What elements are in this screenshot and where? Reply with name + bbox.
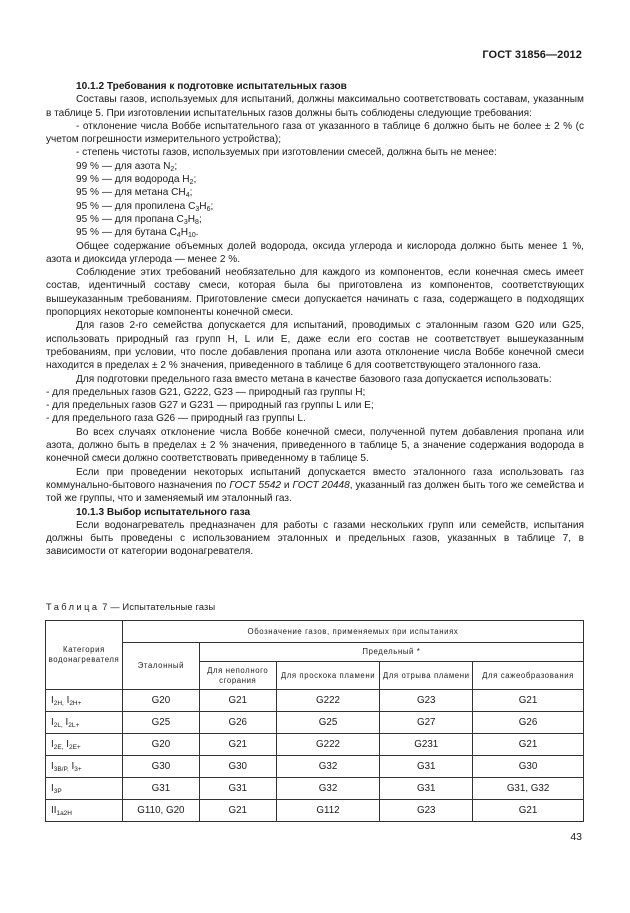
table-cell: G112 (276, 800, 380, 822)
category-cell: $I_{2H,}$ $I_{2H+}$ (46, 690, 123, 712)
table-cell: G32 (276, 756, 380, 778)
table-cell: G21 (199, 690, 276, 712)
table-row (46, 734, 584, 756)
list-item: - для предельных газов G27 и G231 — природный газ группы L или E; (46, 400, 374, 412)
paragraph: Для газов 2-го семейства допускается для испытаний, проводимых с эталонным газом G20 или G25, использовать природный газ групп H, L или E, даже если его состав не соответствует вышеуказанным требованиям, при условии, что после добавления пропана или азота отклонение числа Воббе конечной смеси находится в пределах ± 2 % значения, приведенного в таблице 6 для соответствующего эталонного газа. (46, 320, 584, 372)
table-cell: G231 (380, 734, 473, 756)
table-cell: G20 (122, 734, 199, 756)
table-cell: G25 (276, 712, 380, 734)
column-header-flashback: Для проскока пламени (276, 662, 380, 690)
table-cell: G222 (276, 690, 380, 712)
table-cell: G26 (199, 712, 276, 734)
paragraph: Для подготовки предельного газа вместо метана в качестве базового газа допускается использовать: (76, 373, 552, 385)
table-cell: G30 (199, 756, 276, 778)
section-1012-title: 10.1.2 Требования к подготовке испытательных газов (76, 81, 347, 92)
table-cell: G31 (199, 778, 276, 800)
table-cell: G23 (380, 690, 473, 712)
paragraph: Общее содержание объемных долей водорода, оксида углерода и кислорода должно быть менее 1 %, азота и диоксида углерода — менее 2 %. (46, 240, 584, 265)
table-cell: G30 (122, 756, 199, 778)
standard-reference: ГОСТ 20448 (292, 479, 350, 491)
table-cell: G21 (473, 800, 584, 822)
purity-item: 99 % — для водорода $H_2$; (76, 174, 197, 187)
table-cell: G21 (473, 734, 584, 756)
table-row (46, 756, 584, 778)
body-text (46, 80, 584, 559)
table-cell: G110, G20 (122, 800, 199, 822)
column-header-category: Категория водонагревателя (46, 621, 123, 690)
standard-reference: ГОСТ 5542 (229, 479, 281, 491)
paragraph: Соблюдение этих требований необязательно для каждого из компонентов, если конечная смесь имеет состав, идентичный составу смеси, которая была бы приготовлена из компонентов, соответствующих вышеуказанным требованиям. Приготовление смеси допускается начинать с газа, содержащего в подходящих пропорциях некоторые компоненты конечной смеси. (46, 267, 584, 319)
table-cell: G26 (473, 712, 584, 734)
category-cell: $I_{3P}$ (46, 778, 123, 800)
table-row (46, 712, 584, 734)
table-cell: G31 (380, 756, 473, 778)
table-cell: G21 (199, 800, 276, 822)
purity-item: 99 % — для азота $N_2$; (76, 160, 178, 173)
table-cell: G31, G32 (473, 778, 584, 800)
paragraph: - отклонение числа Воббе испытательного газа от указанного в таблице 6 должно быть не более ± 2 % (с учетом погрешности измерительного устройства); (46, 120, 584, 146)
purity-item: 95 % — для бутана $C_4H_{10}$. (76, 227, 199, 240)
table-cell: G21 (199, 734, 276, 756)
list-item: - для предельного газа G26 — природный газ группы L. (46, 413, 306, 425)
standard-header: ГОСТ 31856—2012 (482, 49, 582, 61)
table-cell: G31 (122, 778, 199, 800)
table-caption: Таблица 7 — Испытательные газы (46, 602, 216, 612)
purity-item: 95 % — для метана $CH_4$; (76, 187, 193, 200)
test-gases-table (45, 620, 584, 822)
table-cell: G32 (276, 778, 380, 800)
table-cell: G31 (380, 778, 473, 800)
paragraph: Во всех случаях отклонение числа Воббе конечной смеси, полученной путем добавления пропана или азота, должно быть в пределах ± 2 % значения, приведенного в таблице 5, а значение содержания водорода в конечной смеси должно соответствовать приведенному в таблице 5. (46, 426, 584, 465)
section-1013-title: 10.1.3 Выбор испытательного газа (76, 506, 251, 518)
page-number: 43 (570, 831, 582, 843)
paragraph: Составы газов, используемых для испытаний, должны максимально соответствовать составам, указанным в таблице 5. При изготовлении испытательных газов должны быть соблюдены следующие требования: (46, 94, 584, 119)
list-item: - для предельных газов G21, G222, G23 — природный газ группы H; (46, 386, 366, 398)
table-cell: G25 (122, 712, 199, 734)
table-row (46, 800, 584, 822)
table-row (46, 778, 584, 800)
category-cell: $I_{2E,}$ $I_{2E+}$ (46, 734, 123, 756)
column-header-sooting: Для сажеобразования (473, 662, 584, 690)
column-header-flame-lift: Для отрыва пламени (380, 662, 473, 690)
purity-item: 95 % — для пропана $C_3H_8$; (76, 213, 202, 226)
table-cell: G30 (473, 756, 584, 778)
purity-item: 95 % — для пропилена $C_3H_6$; (76, 200, 214, 213)
column-header-designation: Обозначение газов, применяемых при испытаниях (122, 621, 583, 643)
table-cell: G27 (380, 712, 473, 734)
table-cell: G222 (276, 734, 380, 756)
column-header-limit: Предельный * (199, 643, 583, 662)
paragraph: - степень чистоты газов, используемых при изготовлении смесей, должна быть не менее: (76, 147, 497, 159)
category-cell: $I_{2L,}$ $I_{2L+}$ (46, 712, 123, 734)
table-row (46, 690, 584, 712)
paragraph: Если водонагреватель предназначен для работы с газами нескольких групп или семейств, испытания должны быть проведены с использованием эталонных и предельных газов, указанных в таблице 7, в зависимости от категории водонагревателя. (46, 519, 584, 558)
paragraph: Если при проведении некоторых испытаний допускается вместо эталонного газа использовать газ коммунально-бытового назначения по ГОСТ 5542 и ГОСТ 20448, указанный газ должен быть того же семейства и той же группы, что и заменяемый им эталонный газ. (46, 466, 584, 505)
category-cell: $II_{1a2H}$ (46, 800, 123, 822)
table-cell: G20 (122, 690, 199, 712)
column-header-incomplete-combustion: Для неполного сгорания (199, 662, 276, 690)
table-cell: G21 (473, 690, 584, 712)
table-cell: G23 (380, 800, 473, 822)
column-header-reference: Эталонный (122, 643, 199, 690)
category-cell: $I_{3B/P,}$ $I_{3+}$ (46, 756, 123, 778)
